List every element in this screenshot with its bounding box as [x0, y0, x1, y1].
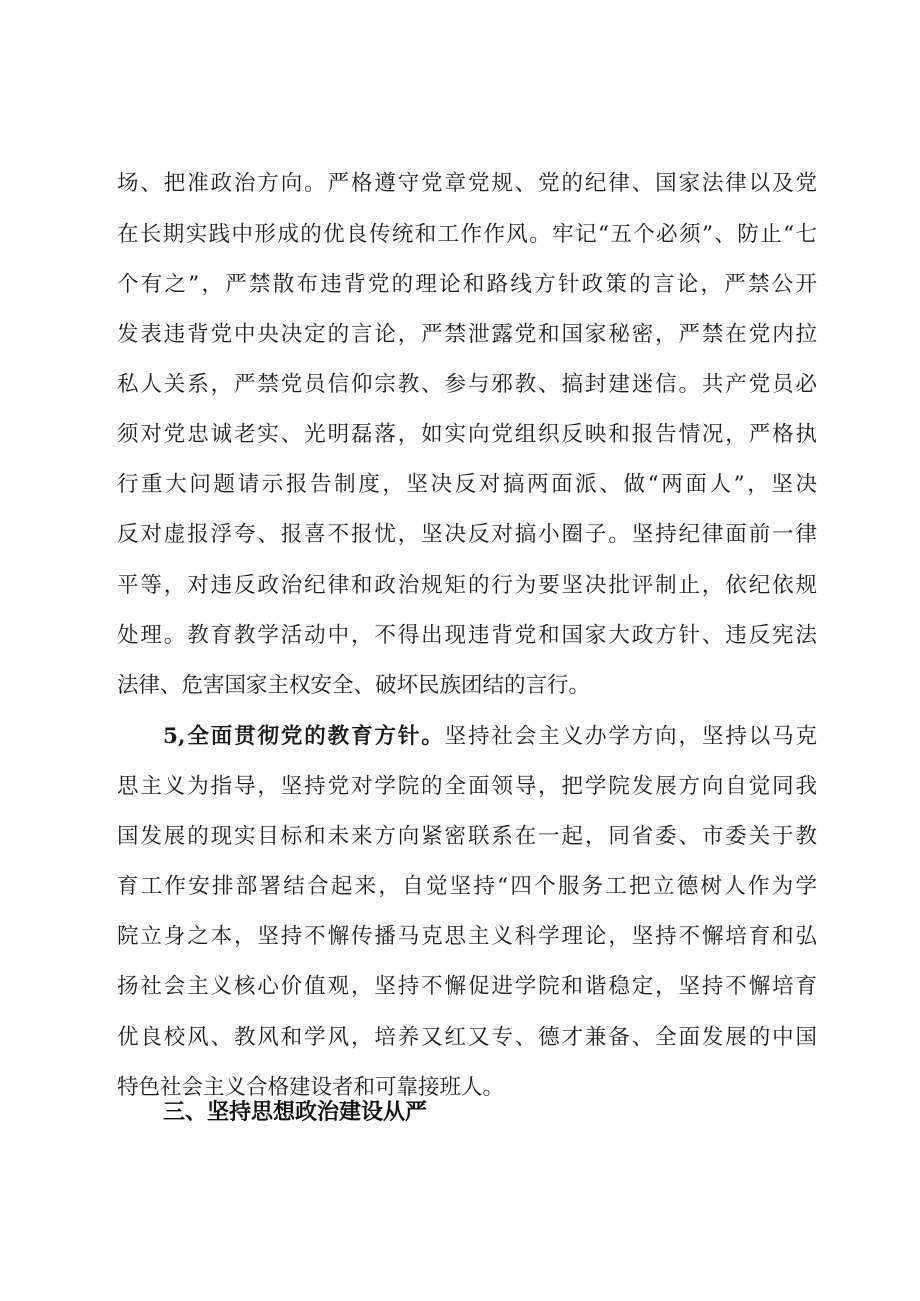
paragraph-line: 处理。教育教学活动中，不得出现违背党和国家大政方针、违反宪法 — [117, 623, 817, 648]
paragraph-line: 发表违背党中央决定的言论，严禁泄露党和国家秘密，严禁在党内拉 — [117, 322, 817, 347]
paragraph-line: 育工作安排部署结合起来，自觉坚持“四个服务工把立德树人作为学 — [117, 874, 817, 899]
paragraph-line: 思主义为指导，坚持党对学院的全面领导，把学院发展方向自觉同我 — [117, 774, 817, 799]
paragraph-line: 法律、危害国家主权安全、破坏民族团结的言行。 — [117, 673, 591, 698]
paragraph-line: 须对党忠诚老实、光明磊落，如实向党组织反映和报告情况，严格执 — [117, 422, 817, 447]
paragraph-line: 平等，对违反政治纪律和政治规矩的行为要坚决批评制止，依纪依规 — [117, 573, 817, 598]
section-item-title: 5,全面贯彻党的教育方针。 — [163, 724, 445, 749]
paragraph-line: 反对虚报浮夸、报喜不报忧，坚决反对搞小圈子。坚持纪律面前一律 — [117, 522, 817, 547]
section-heading: 三、坚持思想政治建设从严 — [163, 1100, 428, 1125]
paragraph-line: 行重大问题请示报告制度，坚决反对搞两面派、做“两面人”，坚决 — [117, 472, 817, 497]
paragraph-line-text: 坚持社会主义办学方向，坚持以马克 — [444, 724, 817, 749]
paragraph-line: 特色社会主义合格建设者和可靠接班人。 — [117, 1075, 505, 1100]
paragraph-line: 在长期实践中形成的优良传统和工作作风。牢记“五个必须”、防止“七 — [117, 222, 817, 247]
paragraph-first-line — [163, 722, 817, 752]
paragraph-line: 优良校风、教风和学风，培养又红又专、德才兼备、全面发展的中国 — [117, 1025, 817, 1050]
paragraph-line: 场、把准政治方向。严格遵守党章党规、党的纪律、国家法律以及党 — [117, 171, 817, 196]
paragraph-line: 扬社会主义核心价值观，坚持不懈促进学院和谐稳定，坚持不懈培育 — [117, 974, 817, 999]
paragraph-line: 院立身之本，坚持不懈传播马克思主义科学理论，坚持不懈培育和弘 — [117, 924, 817, 949]
paragraph-line: 私人关系，严禁党员信仰宗教、参与邪教、搞封建迷信。共产党员必 — [117, 372, 817, 397]
paragraph-line: 个有之”，严禁散布违背党的理论和路线方针政策的言论，严禁公开 — [117, 272, 817, 297]
paragraph-line: 国发展的现实目标和未来方向紧密联系在一起，同省委、市委关于教 — [117, 824, 817, 849]
